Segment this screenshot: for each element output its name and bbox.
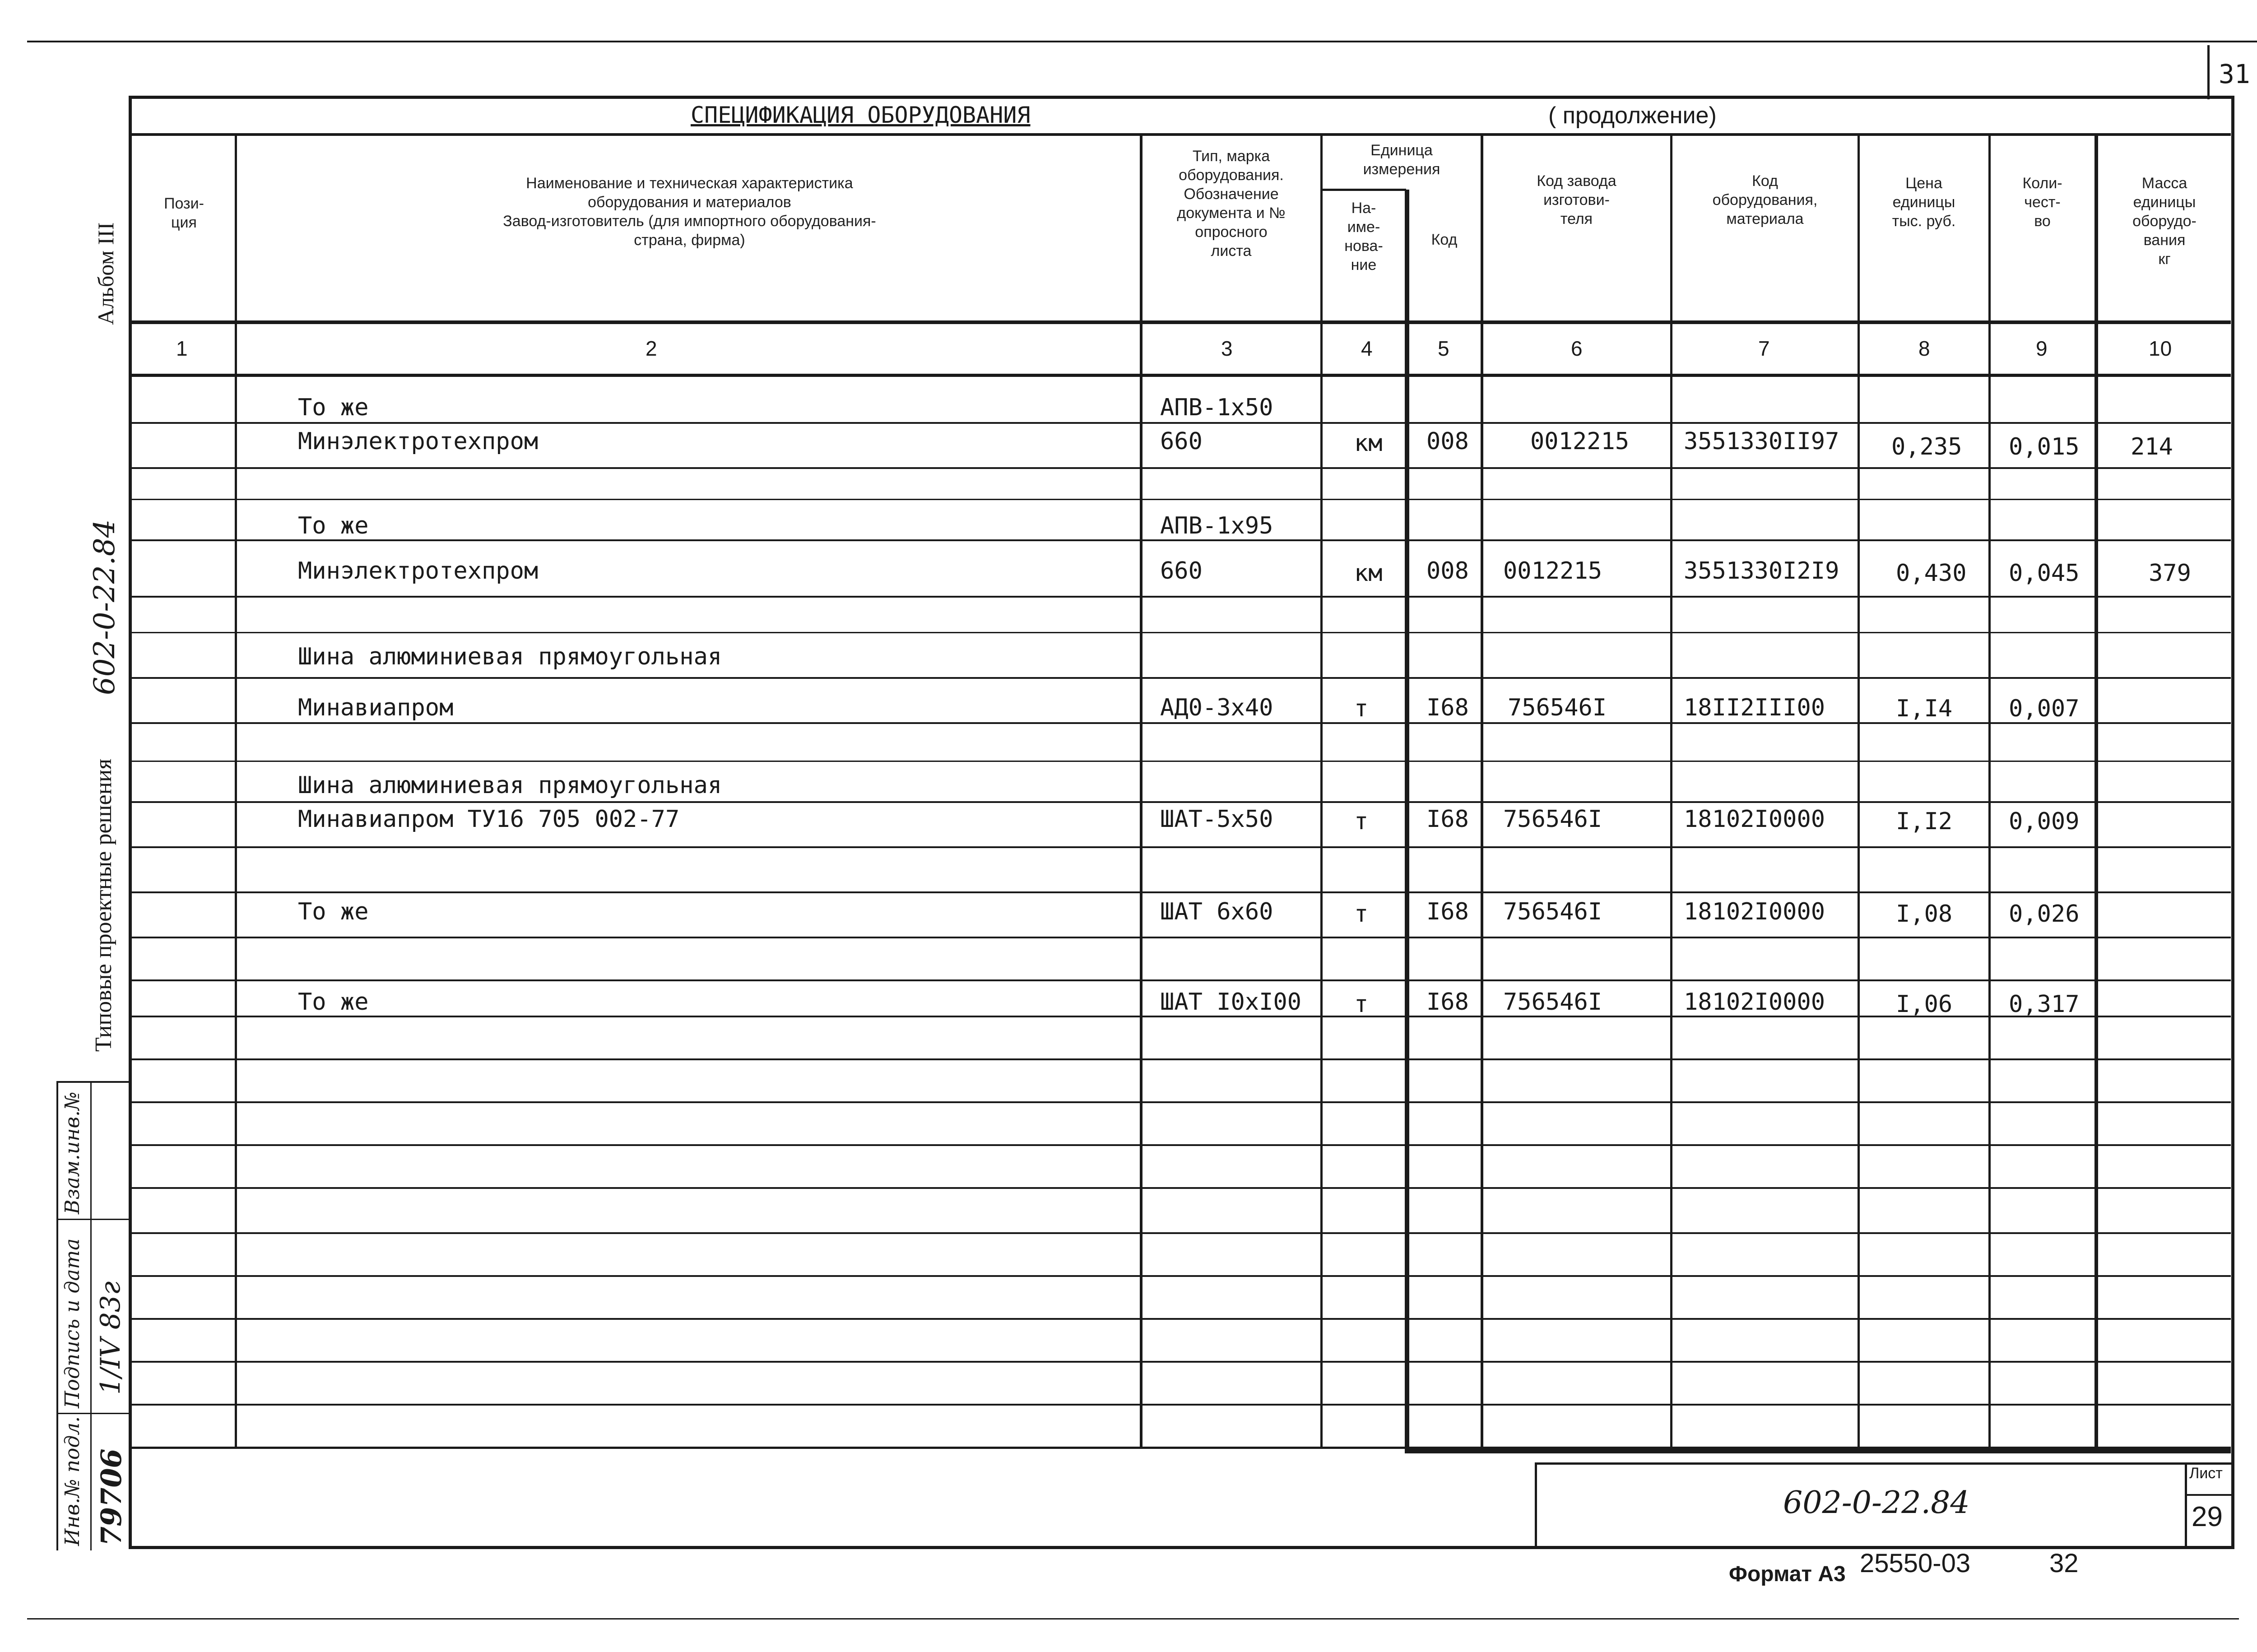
col-header-name: Наименование и техническая характеристика оборудования и материалов Завод-изготовитель (для импортного оборудования- страна, фирма) xyxy=(503,175,876,249)
table-row: 18102I0000 xyxy=(1684,988,1825,1016)
page-number-top: 31 xyxy=(2219,59,2250,89)
row-line xyxy=(132,467,2231,469)
row-line xyxy=(132,1232,2231,1234)
col-header-type: Тип, марка оборудования. Обозначение документа и № опросного листа xyxy=(1177,148,1286,260)
col-number-6: 6 xyxy=(1571,337,1583,360)
row-line xyxy=(132,677,2231,679)
row-line xyxy=(132,1361,2231,1363)
table-row: 756546I xyxy=(1503,898,1602,925)
row-line xyxy=(132,846,2231,848)
col-header-quantity: Коли- чест- во xyxy=(2022,175,2062,230)
table-row: Шина алюминиевая прямоугольная xyxy=(298,772,722,799)
table-row: АПВ-1х50 xyxy=(1160,394,1273,421)
table-row: 0,430 xyxy=(1896,560,1967,587)
table-top xyxy=(132,133,2231,136)
row-line xyxy=(132,632,2231,633)
table-row: т xyxy=(1354,695,1369,722)
title-block-top xyxy=(1535,1462,2232,1465)
table-row: 660 xyxy=(1160,557,1203,585)
table-row: т xyxy=(1354,808,1369,835)
table-row: Минэлектротехпром xyxy=(298,557,539,585)
header-bottom xyxy=(132,320,2231,324)
page-number-box-left xyxy=(2207,45,2210,99)
stamp-label-inv: Инв.№ подл. xyxy=(61,1416,84,1546)
frame-top xyxy=(129,96,2234,99)
table-row: I68 xyxy=(1426,806,1469,833)
table-row: То же xyxy=(298,898,369,925)
vline-9 xyxy=(2094,135,2098,1448)
format-label: Формат А3 xyxy=(1729,1562,1846,1586)
stamp-box-left xyxy=(56,1081,58,1550)
table-row: ШАТ I0хI00 xyxy=(1160,988,1302,1016)
table-row: 18102I0000 xyxy=(1684,898,1825,925)
stamp-label-sign: Подпись и дата xyxy=(61,1238,84,1408)
row-line xyxy=(132,801,2231,803)
table-row: т xyxy=(1354,900,1369,928)
table-row: Шина алюминиевая прямоугольная xyxy=(298,643,722,670)
col-header-unit-group: Единица измерения xyxy=(1363,142,1440,178)
table-row: I68 xyxy=(1426,988,1469,1016)
table-row: км xyxy=(1354,430,1383,457)
col-number-3: 3 xyxy=(1221,337,1233,360)
vline-3 xyxy=(1320,135,1323,1448)
table-row: 0012215 xyxy=(1503,557,1602,585)
table-row: 3551330I2I9 xyxy=(1684,557,1839,585)
row-line xyxy=(132,422,2231,424)
sheet-box-left xyxy=(2185,1462,2187,1548)
vline-7 xyxy=(1858,135,1860,1448)
album-label: Альбом III xyxy=(93,222,118,325)
table-row: 0,235 xyxy=(1891,433,1962,460)
table-row: 214 xyxy=(2131,433,2173,460)
table-row: 0,007 xyxy=(2009,695,2080,722)
table-row: То же xyxy=(298,394,369,421)
row-line xyxy=(132,722,2231,724)
frame-right xyxy=(2231,96,2234,1549)
row-line xyxy=(132,891,2231,893)
col-number-8: 8 xyxy=(1918,337,1930,360)
vline-2 xyxy=(1140,135,1142,1448)
col-header-material-code: Код оборудования, материала xyxy=(1712,172,1818,227)
col-number-2: 2 xyxy=(646,337,657,360)
stamp-box-top xyxy=(56,1081,129,1083)
table-row: т xyxy=(1354,991,1369,1018)
top-rule xyxy=(27,41,2257,42)
table-row: км xyxy=(1354,560,1383,587)
col-header-position: Пози- ция xyxy=(164,195,204,231)
row-line xyxy=(132,1101,2231,1103)
row-line xyxy=(132,761,2231,762)
table-row: I,06 xyxy=(1896,991,1953,1018)
stamp-row-2 xyxy=(56,1413,129,1414)
spec-title: СПЕЦИФИКАЦИЯ ОБОРУДОВАНИЯ xyxy=(691,102,1031,128)
unit-group-divider xyxy=(1320,189,1406,191)
row-line xyxy=(132,1144,2231,1146)
table-row: 0012215 xyxy=(1530,428,1630,455)
table-row: 0,009 xyxy=(2009,808,2080,835)
bottom-rule xyxy=(27,1618,2239,1620)
table-row: 3551330II97 xyxy=(1684,428,1839,455)
thick-bottom xyxy=(1405,1448,2231,1453)
table-row: 379 xyxy=(2149,560,2191,587)
col-number-1: 1 xyxy=(176,337,188,360)
sheet-label: Лист xyxy=(2189,1465,2223,1482)
vline-5 xyxy=(1481,135,1483,1448)
table-row: I,08 xyxy=(1896,900,1953,928)
col-number-5: 5 xyxy=(1438,337,1449,360)
col-header-unit-code: Код xyxy=(1431,231,1458,248)
table-row: То же xyxy=(298,512,369,539)
col-number-7: 7 xyxy=(1758,337,1770,360)
col-number-4: 4 xyxy=(1361,337,1373,360)
row-line xyxy=(132,596,2231,598)
page-number-bottom: 32 xyxy=(2049,1549,2079,1578)
table-row: 0,026 xyxy=(2009,900,2080,928)
vline-8 xyxy=(1988,135,1991,1448)
stamp-label-replace: Взам.инв.№ xyxy=(61,1091,84,1214)
row-line xyxy=(132,937,2231,938)
vline-4 xyxy=(1405,190,1409,1451)
row-line xyxy=(132,1318,2231,1320)
table-row: 756546I xyxy=(1503,988,1602,1016)
table-row: 18II2III00 xyxy=(1684,694,1825,721)
table-row: То же xyxy=(298,988,369,1016)
row-line xyxy=(132,1187,2231,1189)
table-row: 008 xyxy=(1426,428,1469,455)
title-block-left xyxy=(1535,1462,1537,1548)
col-header-mass: Масса единицы оборудо- вания кг xyxy=(2132,175,2197,268)
stamp-row-1 xyxy=(56,1219,129,1220)
series-label: Типовые проектные решения xyxy=(91,758,116,1052)
table-row: I,I2 xyxy=(1896,808,1953,835)
frame-left xyxy=(129,96,132,1549)
table-row: 756546I xyxy=(1503,806,1602,833)
table-row: Минавиапром xyxy=(298,694,454,721)
table-row: ШАТ-5х50 xyxy=(1160,806,1273,833)
table-row: I,I4 xyxy=(1896,695,1953,722)
table-row: АПВ-1х95 xyxy=(1160,512,1273,539)
spec-continuation: ( продолжение) xyxy=(1548,102,1717,129)
table-row: Минавиапром ТУ16 705 002-77 xyxy=(298,806,680,833)
table-row: 756546I xyxy=(1508,694,1607,721)
row-line xyxy=(132,1404,2231,1406)
col-header-factory-code: Код завода изготови- теля xyxy=(1537,172,1616,227)
table-row: I68 xyxy=(1426,694,1469,721)
series-code: 602-0-22.84 xyxy=(88,519,121,695)
row-line xyxy=(132,1275,2231,1277)
table-row: 660 xyxy=(1160,428,1203,455)
col-number-9: 9 xyxy=(2036,337,2048,360)
vline-6 xyxy=(1670,135,1672,1448)
table-row: ШАТ 6х60 xyxy=(1160,898,1273,925)
sheet-box-divider xyxy=(2185,1494,2232,1496)
table-row: 0,045 xyxy=(2009,560,2080,587)
row-line xyxy=(132,979,2231,981)
col-number-10: 10 xyxy=(2149,337,2172,360)
row-line xyxy=(132,499,2231,500)
archive-number: 25550-03 xyxy=(1860,1549,1971,1578)
sheet-number: 29 xyxy=(2192,1501,2223,1532)
table-row: I68 xyxy=(1426,898,1469,925)
colnum-bottom xyxy=(132,374,2231,377)
vline-1 xyxy=(235,135,237,1448)
stamp-box-divider xyxy=(90,1081,92,1550)
table-row: 0,317 xyxy=(2009,991,2080,1018)
table-row: 008 xyxy=(1426,557,1469,585)
document-code: 602-0-22.84 xyxy=(1783,1485,1970,1521)
stamp-value-inv: 79706 xyxy=(95,1448,128,1546)
table-row: 18102I0000 xyxy=(1684,806,1825,833)
stamp-value-date: 1/IV 83г xyxy=(95,1281,126,1395)
col-header-unit-name: На- име- нова- ние xyxy=(1344,200,1383,274)
table-row: 0,015 xyxy=(2009,433,2080,460)
row-line xyxy=(132,539,2231,541)
table-row: АД0-3х40 xyxy=(1160,694,1273,721)
row-line xyxy=(132,1058,2231,1060)
col-header-price: Цена единицы тыс. руб. xyxy=(1892,175,1956,230)
table-row: Минэлектротехпром xyxy=(298,428,539,455)
